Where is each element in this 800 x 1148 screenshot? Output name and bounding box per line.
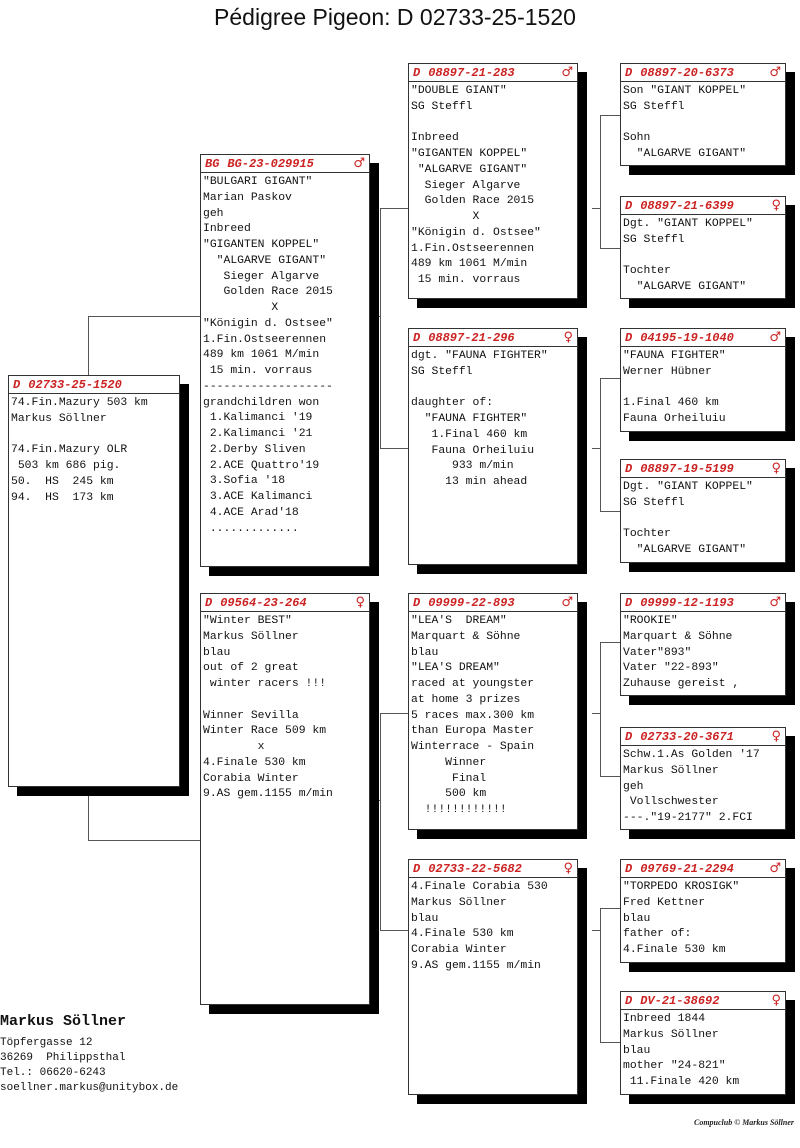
male-sex-icon: ♂	[769, 861, 781, 876]
pigeon-card-sire-dam-sire[interactable]	[620, 328, 786, 432]
card-line	[411, 116, 575, 132]
ring-number: 08897-21-296	[428, 330, 515, 345]
card-line: Winterrace - Spain	[411, 741, 535, 753]
card-line: Dgt. "GIANT KOPPEL"	[623, 481, 753, 493]
card-line: 94. HS 173 km	[11, 491, 114, 504]
card-header	[621, 329, 785, 347]
card-line: ---."19-2177" 2.FCI	[623, 812, 753, 824]
card-body	[621, 82, 785, 163]
ring-number: 02733-22-5682	[428, 861, 522, 876]
card-line: 4.Finale 530 km	[203, 756, 306, 769]
card-line: 4.ACE Arad'18	[203, 506, 299, 519]
card-line: blau	[623, 1044, 651, 1057]
card-line: father of:	[623, 928, 692, 941]
country-code: D	[625, 861, 633, 876]
country-code: D	[625, 330, 633, 345]
breeder-info	[0, 1013, 178, 1096]
card-body	[201, 612, 369, 803]
card-line: "GIGANTEN KOPPEL"	[203, 239, 320, 251]
card-header	[621, 197, 785, 215]
card-line: 15 min. vorraus	[411, 274, 521, 286]
card-header	[409, 329, 577, 347]
country-code: D	[625, 993, 633, 1008]
pigeon-card-sire-sire[interactable]	[408, 63, 578, 299]
pigeon-card-sire[interactable]	[200, 154, 370, 567]
card-header	[621, 460, 785, 478]
card-line: 1.Final 460 km	[411, 428, 528, 441]
connector-line	[380, 208, 381, 448]
card-line: mother "24-821"	[623, 1060, 726, 1073]
footer-credit: Compuclub © Markus Söllner	[693, 1118, 794, 1127]
card-line: Fauna Orheiluiu	[411, 444, 535, 457]
ring-number: 09999-22-893	[428, 595, 515, 610]
card-line: 11.Finale 420 km	[623, 1076, 740, 1088]
country-code: BG	[205, 156, 220, 171]
connector-line	[600, 248, 620, 249]
connector-line	[600, 378, 620, 379]
card-line: Inbreed	[411, 132, 459, 145]
ring-number: 09769-21-2294	[640, 861, 734, 876]
card-header	[621, 860, 785, 878]
connector-line	[592, 930, 601, 931]
connector-line	[600, 511, 620, 512]
pigeon-card-sire-sire-dam[interactable]	[620, 196, 786, 299]
card-line: 50. HS 245 km	[11, 475, 114, 488]
card-line: than Europa Master	[411, 725, 535, 738]
card-line	[203, 693, 367, 709]
card-line: 2.Kalimanci '21	[203, 428, 313, 440]
card-line: 489 km 1061 M/min	[411, 258, 528, 271]
card-header	[9, 376, 179, 394]
card-line: blau	[411, 646, 439, 659]
card-line: SG Steffl	[623, 233, 685, 246]
card-line: 5 races max.300 km	[411, 709, 535, 722]
card-line: Inbreed 1844	[623, 1013, 706, 1025]
pigeon-card-dam-sire-dam[interactable]	[620, 727, 786, 830]
card-line: Winner	[411, 756, 487, 769]
card-line: 13 min ahead	[411, 476, 528, 488]
connector-line	[370, 800, 381, 801]
card-line: 933 m/min	[411, 460, 514, 473]
country-code: D	[413, 330, 421, 345]
card-body	[621, 746, 785, 827]
connector-line	[600, 776, 620, 777]
card-line: Werner Hübner	[623, 365, 712, 378]
card-line: 74.Fin.Mazury OLR	[11, 444, 128, 457]
card-header	[621, 992, 785, 1010]
male-sex-icon: ♂	[561, 65, 573, 80]
card-body	[409, 347, 577, 491]
connector-line	[600, 642, 601, 776]
card-line: 503 km 686 pig.	[11, 460, 121, 472]
card-line: blau	[203, 646, 231, 659]
card-line: "TORPEDO KROSIGK"	[623, 881, 740, 893]
female-sex-icon: ♀	[771, 993, 781, 1008]
female-sex-icon: ♀	[771, 198, 781, 213]
card-line: x	[203, 741, 265, 753]
breeder-phone: Tel.: 06620-6243	[0, 1067, 106, 1079]
connector-line	[592, 448, 601, 449]
card-line	[623, 381, 783, 397]
connector-line	[380, 713, 381, 930]
card-header	[409, 860, 577, 878]
card-header	[621, 64, 785, 82]
connector-line	[88, 840, 200, 841]
card-body	[621, 347, 785, 428]
pigeon-card-dam-dam[interactable]	[408, 859, 578, 1095]
card-body	[409, 82, 577, 289]
card-line: .............	[203, 522, 299, 535]
card-line: Inbreed	[203, 223, 251, 236]
card-line: "Königin d. Ostsee"	[411, 226, 541, 239]
card-line: Corabia Winter	[411, 944, 507, 956]
connector-line	[600, 378, 601, 511]
connector-line	[600, 115, 601, 248]
pigeon-card-subject[interactable]	[8, 375, 180, 787]
card-line: Golden Race 2015	[203, 286, 333, 299]
card-line: Tochter	[623, 528, 671, 541]
female-sex-icon: ♀	[355, 595, 365, 610]
card-line: Son "GIANT KOPPEL"	[623, 85, 747, 97]
connector-line	[380, 713, 408, 714]
card-line: Vater"893"	[623, 646, 692, 659]
breeder-address-line: Töpfergasse 12	[0, 1037, 93, 1049]
pigeon-card-sire-sire-sire[interactable]	[620, 63, 786, 166]
card-line: 4.Finale 530 km	[623, 944, 726, 956]
card-line: blau	[623, 912, 651, 925]
country-code: D	[413, 595, 421, 610]
ring-number: 08897-19-5199	[640, 461, 734, 476]
country-code: D	[205, 595, 213, 610]
connector-line	[88, 316, 200, 317]
card-line: Sieger Algarve	[411, 179, 521, 192]
ring-number: 08897-21-283	[428, 65, 515, 80]
card-line: dgt. "FAUNA FIGHTER"	[411, 350, 548, 362]
card-line: "Winter BEST"	[203, 615, 292, 627]
card-body	[621, 1010, 785, 1091]
card-line: "ALGARVE GIGANT"	[623, 544, 747, 556]
card-line: Markus Söllner	[623, 764, 719, 777]
card-line: geh	[203, 207, 224, 220]
card-line: 9.AS gem.1155 m/min	[411, 959, 541, 972]
card-line: "ROOKIE"	[623, 615, 678, 627]
country-code: D	[413, 861, 421, 876]
breeder-email[interactable]: soellner.markus@unitybox.de	[0, 1082, 179, 1094]
card-header	[201, 155, 369, 173]
connector-line	[380, 448, 408, 449]
card-line: "ALGARVE GIGANT"	[411, 163, 528, 176]
country-code: D	[625, 729, 633, 744]
card-line	[623, 116, 783, 132]
card-line: Markus Söllner	[623, 1028, 719, 1041]
pigeon-card-sire-dam[interactable]	[408, 328, 578, 565]
card-header	[201, 594, 369, 612]
card-line: Sieger Algarve	[203, 270, 320, 283]
card-line: winter racers !!!	[203, 678, 327, 690]
pigeon-card-dam[interactable]	[200, 593, 370, 1005]
card-body	[621, 215, 785, 296]
card-line: "ALGARVE GIGANT"	[623, 281, 747, 293]
card-line: Marquart & Söhne	[623, 630, 733, 643]
card-line: 1.Fin.Ostseerennen	[203, 333, 327, 346]
card-line: "ALGARVE GIGANT"	[623, 148, 747, 160]
card-header	[621, 728, 785, 746]
card-line: "FAUNA FIGHTER"	[623, 350, 726, 362]
card-line: Winter Race 509 km	[203, 725, 327, 738]
card-line: raced at youngster	[411, 678, 535, 690]
ring-number: 08897-21-6399	[640, 198, 734, 213]
pigeon-card-sire-dam-dam[interactable]	[620, 459, 786, 563]
card-line: "FAUNA FIGHTER"	[411, 413, 528, 425]
card-line: daughter of:	[411, 397, 494, 410]
card-line: X	[203, 302, 279, 314]
card-line: SG Steffl	[623, 100, 685, 113]
card-line: blau	[411, 912, 439, 925]
card-body	[621, 878, 785, 959]
ring-number: BG-23-029915	[227, 156, 314, 171]
connector-line	[380, 930, 408, 931]
male-sex-icon: ♂	[561, 595, 573, 610]
card-line	[411, 381, 575, 397]
card-line: 3.ACE Kalimanci	[203, 491, 313, 503]
card-body	[201, 173, 369, 537]
card-line: Sohn	[623, 132, 651, 145]
connector-line	[600, 642, 620, 643]
card-line: Markus Söllner	[11, 412, 107, 425]
pigeon-card-dam-sire[interactable]	[408, 593, 578, 830]
pigeon-card-dam-sire-sire[interactable]	[620, 593, 786, 696]
card-line: 1.Kalimanci '19	[203, 412, 313, 425]
card-line: Vater "22-893"	[623, 662, 719, 675]
ring-number: 09999-12-1193	[640, 595, 734, 610]
card-line: Final	[411, 772, 487, 785]
pigeon-card-dam-dam-dam[interactable]	[620, 991, 786, 1095]
card-line: 3.Sofia '18	[203, 475, 286, 488]
male-sex-icon: ♂	[769, 595, 781, 610]
country-code: D	[625, 461, 633, 476]
card-line: 2.Derby Sliven	[203, 443, 306, 456]
card-line: "ALGARVE GIGANT"	[203, 254, 327, 267]
card-line: 15 min. vorraus	[203, 365, 313, 377]
ring-number: DV-21-38692	[640, 993, 720, 1008]
card-line: Fred Kettner	[623, 896, 706, 909]
card-line: 9.AS gem.1155 m/min	[203, 788, 333, 801]
card-line: 489 km 1061 M/min	[203, 349, 320, 362]
ring-number: 02733-25-1520	[28, 377, 122, 392]
card-line: Golden Race 2015	[411, 195, 535, 208]
card-line: at home 3 prizes	[411, 693, 521, 706]
card-line	[623, 512, 783, 528]
card-line: 1.Final 460 km	[623, 397, 719, 410]
card-line: Dgt. "GIANT KOPPEL"	[623, 218, 753, 230]
breeder-name: Markus Söllner	[0, 1013, 127, 1030]
card-line: "GIGANTEN KOPPEL"	[411, 148, 528, 160]
ring-number: 09564-23-264	[220, 595, 307, 610]
card-line: Tochter	[623, 265, 671, 278]
country-code: D	[625, 198, 633, 213]
card-body	[621, 612, 785, 693]
card-line: grandchildren won	[203, 396, 320, 409]
card-line: out of 2 great	[203, 662, 299, 675]
card-line: 4.Finale 530 km	[411, 928, 514, 941]
ring-number: 08897-20-6373	[640, 65, 734, 80]
card-body	[621, 478, 785, 559]
card-line: Corabia Winter	[203, 772, 299, 785]
card-line: 1.Fin.Ostseerennen	[411, 242, 535, 255]
pigeon-card-dam-dam-sire[interactable]	[620, 859, 786, 963]
card-line: Markus Söllner	[411, 896, 507, 909]
card-line: Markus Söllner	[203, 630, 299, 643]
connector-line	[600, 908, 601, 1042]
card-line: Schw.1.As Golden '17	[623, 749, 760, 761]
connector-line	[600, 908, 620, 909]
country-code: D	[13, 377, 21, 392]
page-title: Pédigree Pigeon: D 02733-25-1520	[214, 4, 576, 30]
female-sex-icon: ♀	[563, 330, 573, 345]
card-line: -------------------	[203, 380, 333, 393]
card-line: "DOUBLE GIANT"	[411, 85, 507, 97]
breeder-address-line: 36269 Philippsthal	[0, 1052, 126, 1064]
female-sex-icon: ♀	[771, 461, 781, 476]
card-line: 4.Finale Corabia 530	[411, 881, 548, 893]
card-line: 74.Fin.Mazury 503 km	[11, 397, 148, 409]
male-sex-icon: ♂	[769, 65, 781, 80]
card-line: SG Steffl	[411, 100, 473, 113]
card-line: !!!!!!!!!!!!	[411, 804, 507, 816]
connector-line	[370, 316, 381, 317]
connector-line	[600, 1042, 620, 1043]
card-header	[409, 594, 577, 612]
card-line: Winner Sevilla	[203, 709, 299, 722]
card-line: Marian Paskov	[203, 191, 292, 204]
card-line: "Königin d. Ostsee"	[203, 317, 333, 330]
connector-line	[600, 115, 620, 116]
country-code: D	[413, 65, 421, 80]
card-line: geh	[623, 780, 644, 793]
card-line: "LEA'S DREAM"	[411, 615, 507, 627]
card-line: SG Steffl	[623, 496, 685, 509]
female-sex-icon: ♀	[563, 861, 573, 876]
connector-line	[592, 208, 601, 209]
card-header	[409, 64, 577, 82]
card-line: Zuhause gereist ,	[623, 678, 740, 690]
ring-number: 02733-20-3671	[640, 729, 734, 744]
female-sex-icon: ♀	[771, 729, 781, 744]
connector-line	[380, 208, 408, 209]
card-line: "LEA'S DREAM"	[411, 662, 500, 675]
card-line	[11, 428, 177, 444]
card-body	[409, 612, 577, 819]
card-line: Vollschwester	[623, 796, 719, 809]
card-line	[623, 249, 783, 265]
card-header	[621, 594, 785, 612]
card-line: X	[411, 211, 480, 223]
card-line: Marquart & Söhne	[411, 630, 521, 643]
male-sex-icon: ♂	[769, 330, 781, 345]
card-body	[409, 878, 577, 975]
card-line: "BULGARI GIGANT"	[203, 176, 313, 188]
connector-line	[592, 713, 601, 714]
card-line: Fauna Orheiluiu	[623, 413, 726, 425]
card-body	[9, 394, 179, 506]
card-line: 2.ACE Quattro'19	[203, 459, 320, 472]
country-code: D	[625, 595, 633, 610]
card-line: 500 km	[411, 788, 487, 801]
card-line: SG Steffl	[411, 365, 473, 378]
male-sex-icon: ♂	[353, 156, 365, 171]
country-code: D	[625, 65, 633, 80]
ring-number: 04195-19-1040	[640, 330, 734, 345]
